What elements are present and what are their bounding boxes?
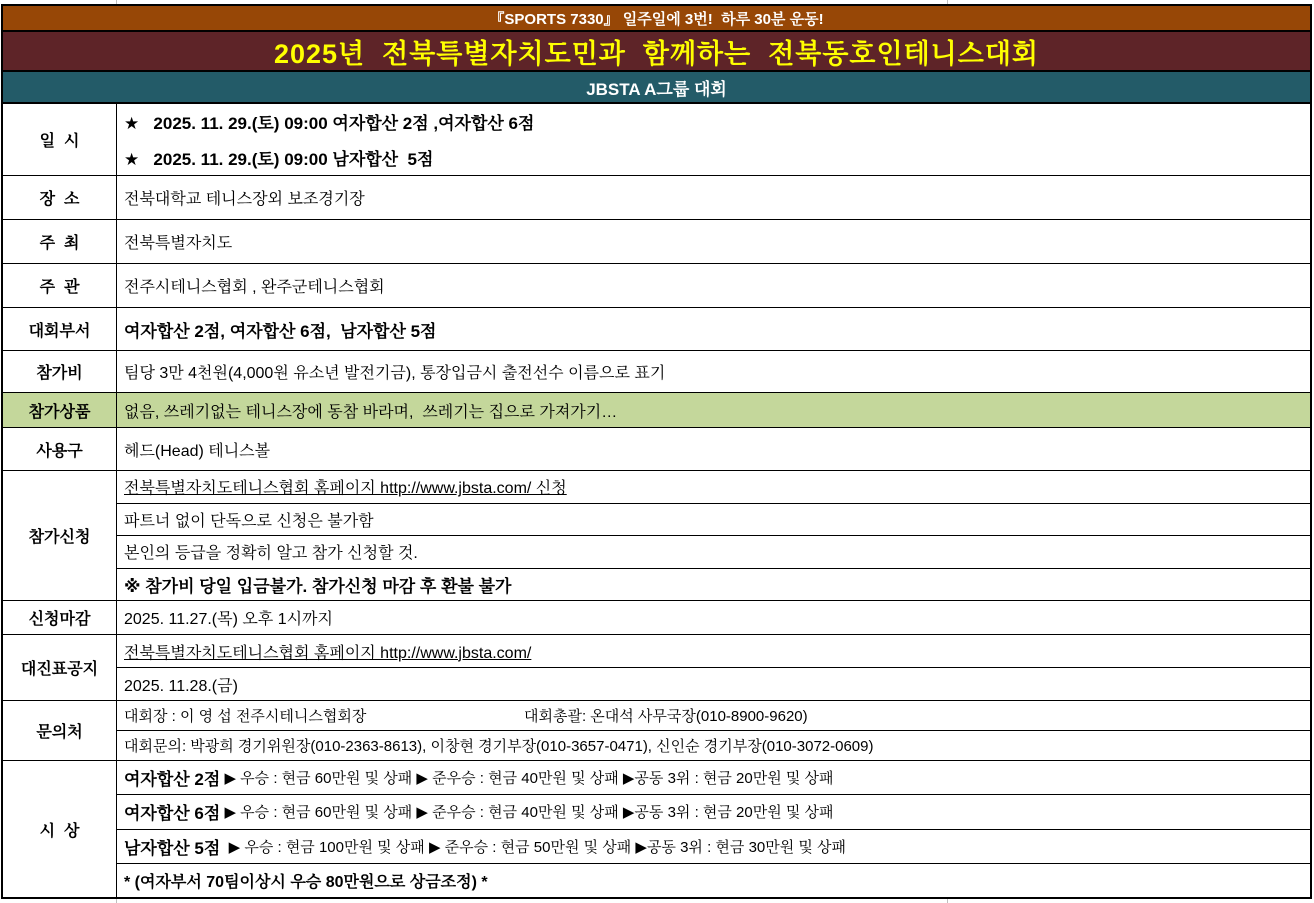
prize-line-women2 [117,761,1310,794]
row-label-registration: 참가신청 [3,471,117,600]
tournament-notice-table [1,4,1312,899]
table-row-ball [3,427,1310,470]
ball-text: 헤드(Head) 테니스볼 [124,442,271,460]
prize-detail-men5: ▶ 우승 : 현금 100만원 및 상패 ▶ 준우승 : 현금 50만원 및 상패 ▶공동 3위 : 현금 30만원 및 상패 [220,838,847,856]
prize-line-men5 [117,829,1310,863]
venue-text: 전북대학교 테니스장외 보조경기장 [124,191,365,208]
row-label-prizes: 시 상 [3,761,117,897]
contact-general-manager: 대회총괄: 온대석 사무국장(010-8900-9620) [524,708,808,725]
row-label-divisions: 대회부서 [3,308,117,350]
prize-detail-women2: ▶ 우승 : 현금 60만원 및 상패 ▶ 준우승 : 현금 40만원 및 상패 ▶공동 3위 : 현금 20만원 및 상패 [220,770,834,788]
entry-fee-text: 팀당 3만 4천원(4,000원 유소년 발전기금), 통장입금시 출전선수 이름으로 표기 [124,365,666,382]
row-label-contacts: 문의처 [3,701,117,760]
prize-division-women6: 여자합산 6점 [124,804,221,824]
table-row-venue [3,175,1310,219]
prize-division-women2: 여자합산 2점 [124,770,221,790]
registration-website-link[interactable]: 전북특별자치도테니스협회 홈페이지 http://www.jbsta.com/ 신청 [124,480,567,498]
divisions-text: 여자합산 2점, 여자합산 6점, 남자합산 5점 [124,321,437,341]
registration-note-refund: ※ 참가비 당일 입금불가. 참가신청 마감 후 환불 불가 [117,568,1310,601]
row-label-datetime: 일 시 [3,104,117,175]
table-row-draw-notice [3,634,1310,700]
table-row-deadline [3,600,1310,634]
table-row-contacts [3,700,1310,760]
table-row-datetime [3,104,1310,175]
row-label-host: 주 최 [3,220,117,263]
host-text: 전북특별자치도 [124,235,233,252]
gridline-bottom-right [947,899,948,903]
row-label-ball: 사용구 [3,428,117,470]
row-label-participation-gift: 참가상품 [3,393,117,427]
table-row-host [3,219,1310,263]
table-row-divisions [3,307,1310,350]
datetime-line-2: ★ 2025. 11. 29.(토) 09:00 남자합산 5점 [124,149,434,169]
row-label-organizer: 주 관 [3,264,117,307]
prize-line-women6 [117,794,1310,828]
organizer-text: 전주시테니스협회 , 완주군테니스협회 [124,279,385,296]
draw-notice-date: 2025. 11.28.(금) [117,667,1310,700]
contacts-line-1 [117,701,1310,730]
row-label-venue: 장 소 [3,176,117,219]
datetime-line-1: ★ 2025. 11. 29.(토) 09:00 여자합산 2점 ,여자합산 6점 [124,114,535,134]
table-row-registration [3,470,1310,600]
prize-detail-women6: ▶ 우승 : 현금 60만원 및 상패 ▶ 준우승 : 현금 40만원 및 상패 ▶공동 3위 : 현금 20만원 및 상패 [220,804,834,822]
row-label-draw-notice: 대진표공지 [3,635,117,700]
table-row-participation-gift [3,392,1310,427]
registration-note-grade: 본인의 등급을 정확히 알고 참가 신청할 것. [117,535,1310,568]
registration-note-partner: 파트너 없이 단독으로 신청은 불가함 [117,503,1310,536]
row-label-deadline: 신청마감 [3,601,117,634]
draw-notice-website-link[interactable]: 전북특별자치도테니스협회 홈페이지 http://www.jbsta.com/ [124,644,532,662]
prize-adjustment-note: * (여자부서 70팀이상시 우승 80만원으로 상금조정) * [117,863,1310,897]
gridline-bottom-left [116,899,117,903]
table-row-prizes [3,760,1310,897]
prize-division-men5: 남자합산 5점 [124,838,221,858]
group-subtitle-banner: JBSTA A그룹 대회 [3,72,1310,104]
tournament-title-banner: 2025년 전북특별자치도민과 함께하는 전북동호인테니스대회 [3,32,1310,72]
sports7330-banner: 『SPORTS 7330』 일주일에 3번! 하루 30분 운동! [3,6,1310,32]
participation-gift-text: 없음, 쓰레기없는 테니스장에 동참 바라며, 쓰레기는 집으로 가져가기… [124,403,618,421]
table-row-organizer [3,263,1310,307]
deadline-text: 2025. 11.27.(목) 오후 1시까지 [124,611,333,628]
row-label-entry-fee: 참가비 [3,351,117,392]
table-row-entry-fee [3,350,1310,392]
contact-president: 대회장 : 이 영 섭 전주시테니스협회장 [124,708,367,725]
contacts-line-2: 대회문의: 박광희 경기위원장(010-2363-8613), 이창현 경기부장(010-3657-0471), 신인순 경기부장(010-3072-0609) [117,730,1310,760]
